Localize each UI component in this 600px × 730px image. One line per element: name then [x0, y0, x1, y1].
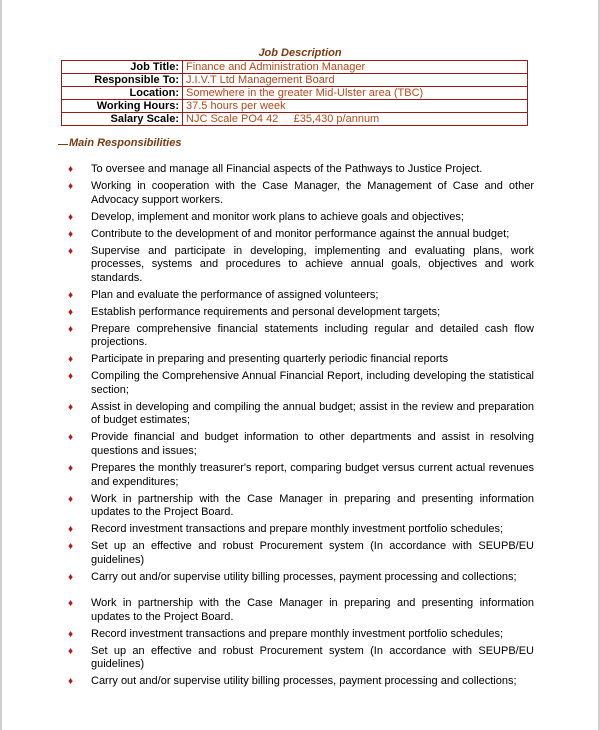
diamond-bullet-icon: ♦: [68, 323, 74, 335]
diamond-bullet-icon: ♦: [68, 289, 74, 301]
document-title: Job Description: [258, 47, 342, 59]
job-title-value: Finance and Administration Manager: [183, 61, 528, 74]
diamond-bullet-icon: ♦: [68, 432, 74, 444]
diamond-bullet-icon: ♦: [68, 354, 74, 366]
diamond-bullet-icon: ♦: [68, 371, 74, 383]
list-item: ♦ Set up an effective and robust Procurement system (In accordance with SEUPB/EU guidelines): [68, 540, 534, 566]
list-item: ♦ Work in partnership with the Case Manager in preparing and presenting information updates to the Project Board.: [68, 492, 534, 519]
job-info-table: [61, 60, 528, 126]
salary-scale-label: Salary Scale:: [62, 113, 183, 126]
heading-underline-lead: [58, 144, 68, 145]
list-item: ♦ Prepare comprehensive financial statements including regular and detailed cash flow projections.: [68, 322, 534, 349]
diamond-bullet-icon: ♦: [68, 180, 74, 192]
list-item: ♦ Contribute to the development of and monitor performance against the annual budget;: [68, 227, 510, 240]
diamond-bullet-icon: ♦: [68, 628, 74, 640]
diamond-bullet-icon: ♦: [68, 245, 74, 257]
list-item: ♦ Establish performance requirements and personal development targets;: [68, 305, 441, 318]
list-item: ♦ Working in cooperation with the Case Manager, the Management of Case and other Advocacy support workers.: [68, 179, 534, 206]
diamond-bullet-icon: ♦: [68, 228, 74, 240]
section-heading-text: Main Responsibilities: [69, 137, 182, 149]
diamond-bullet-icon: ♦: [68, 541, 74, 553]
list-item: ♦ Develop, implement and monitor work plans to achieve goals and objectives;: [68, 210, 464, 223]
table-row: [62, 74, 528, 87]
working-hours-label: Working Hours:: [62, 100, 183, 113]
table-row: [62, 61, 528, 74]
responsibilities-list: [68, 163, 534, 692]
diamond-bullet-icon: ♦: [68, 645, 74, 657]
diamond-bullet-icon: ♦: [68, 164, 74, 175]
list-item: ♦ Assist in developing and compiling the annual budget; assist in the review and preparation of budget estimates;: [68, 400, 534, 427]
list-item: ♦ Compiling the Comprehensive Annual Financial Report, including developing the statistical section;: [68, 370, 534, 396]
working-hours-value: 37.5 hours per week: [183, 100, 528, 113]
job-title-label: Job Title:: [62, 61, 183, 74]
diamond-bullet-icon: ♦: [68, 401, 74, 413]
location-value: Somewhere in the greater Mid-Ulster area (TBC): [183, 87, 528, 100]
responsible-to-label: Responsible To:: [62, 74, 183, 87]
list-item: ♦ Carry out and/or supervise utility billing processes, payment processing and collections;: [68, 675, 517, 688]
list-item: ♦ Plan and evaluate the performance of assigned volunteers;: [68, 288, 379, 301]
list-item: ♦ Set up an effective and robust Procurement system (In accordance with SEUPB/EU guidelines): [68, 644, 534, 671]
list-item: ♦ Supervise and participate in developing, implementing and evaluating plans, work processes, systems and procedures to achieve annual goals, objectives and work standards.: [68, 244, 534, 284]
diamond-bullet-icon: ♦: [68, 676, 74, 688]
diamond-bullet-icon: ♦: [68, 211, 74, 223]
section-heading-main-responsibilities: [58, 137, 181, 149]
diamond-bullet-icon: ♦: [68, 524, 74, 536]
table-row: [62, 87, 528, 100]
table-row: [62, 100, 528, 113]
salary-scale-value: NJC Scale PO4 42 £35,430 p/annum: [183, 113, 528, 126]
location-label: Location:: [62, 87, 183, 100]
page-left-edge: [0, 0, 2, 730]
diamond-bullet-icon: ♦: [68, 571, 74, 583]
list-item: ♦ Record investment transactions and prepare monthly investment portfolio schedules;: [68, 627, 504, 640]
list-item: ♦ To oversee and manage all Financial aspects of the Pathways to Justice Project.: [68, 163, 483, 175]
list-item: ♦ Participate in preparing and presenting quarterly periodic financial reports: [68, 353, 449, 366]
diamond-bullet-icon: ♦: [68, 462, 74, 474]
responsible-to-value: J.I.V.T Ltd Management Board: [183, 74, 528, 87]
diamond-bullet-icon: ♦: [68, 493, 74, 505]
list-item: ♦ Provide financial and budget information to other departments and assist in resolving questions and issues;: [68, 431, 534, 457]
list-item: ♦ Prepares the monthly treasurer's report, comparing budget versus current actual revenues and expenditures;: [68, 461, 534, 488]
diamond-bullet-icon: ♦: [68, 306, 74, 318]
diamond-bullet-icon: ♦: [68, 598, 74, 610]
list-item: ♦ Work in partnership with the Case Manager in preparing and presenting information updates to the Project Board.: [68, 597, 534, 623]
list-item: ♦ Carry out and/or supervise utility billing processes, payment processing and collections;: [68, 570, 517, 583]
list-item: ♦ Record investment transactions and prepare monthly investment portfolio schedules;: [68, 523, 504, 536]
table-row: [62, 113, 528, 126]
